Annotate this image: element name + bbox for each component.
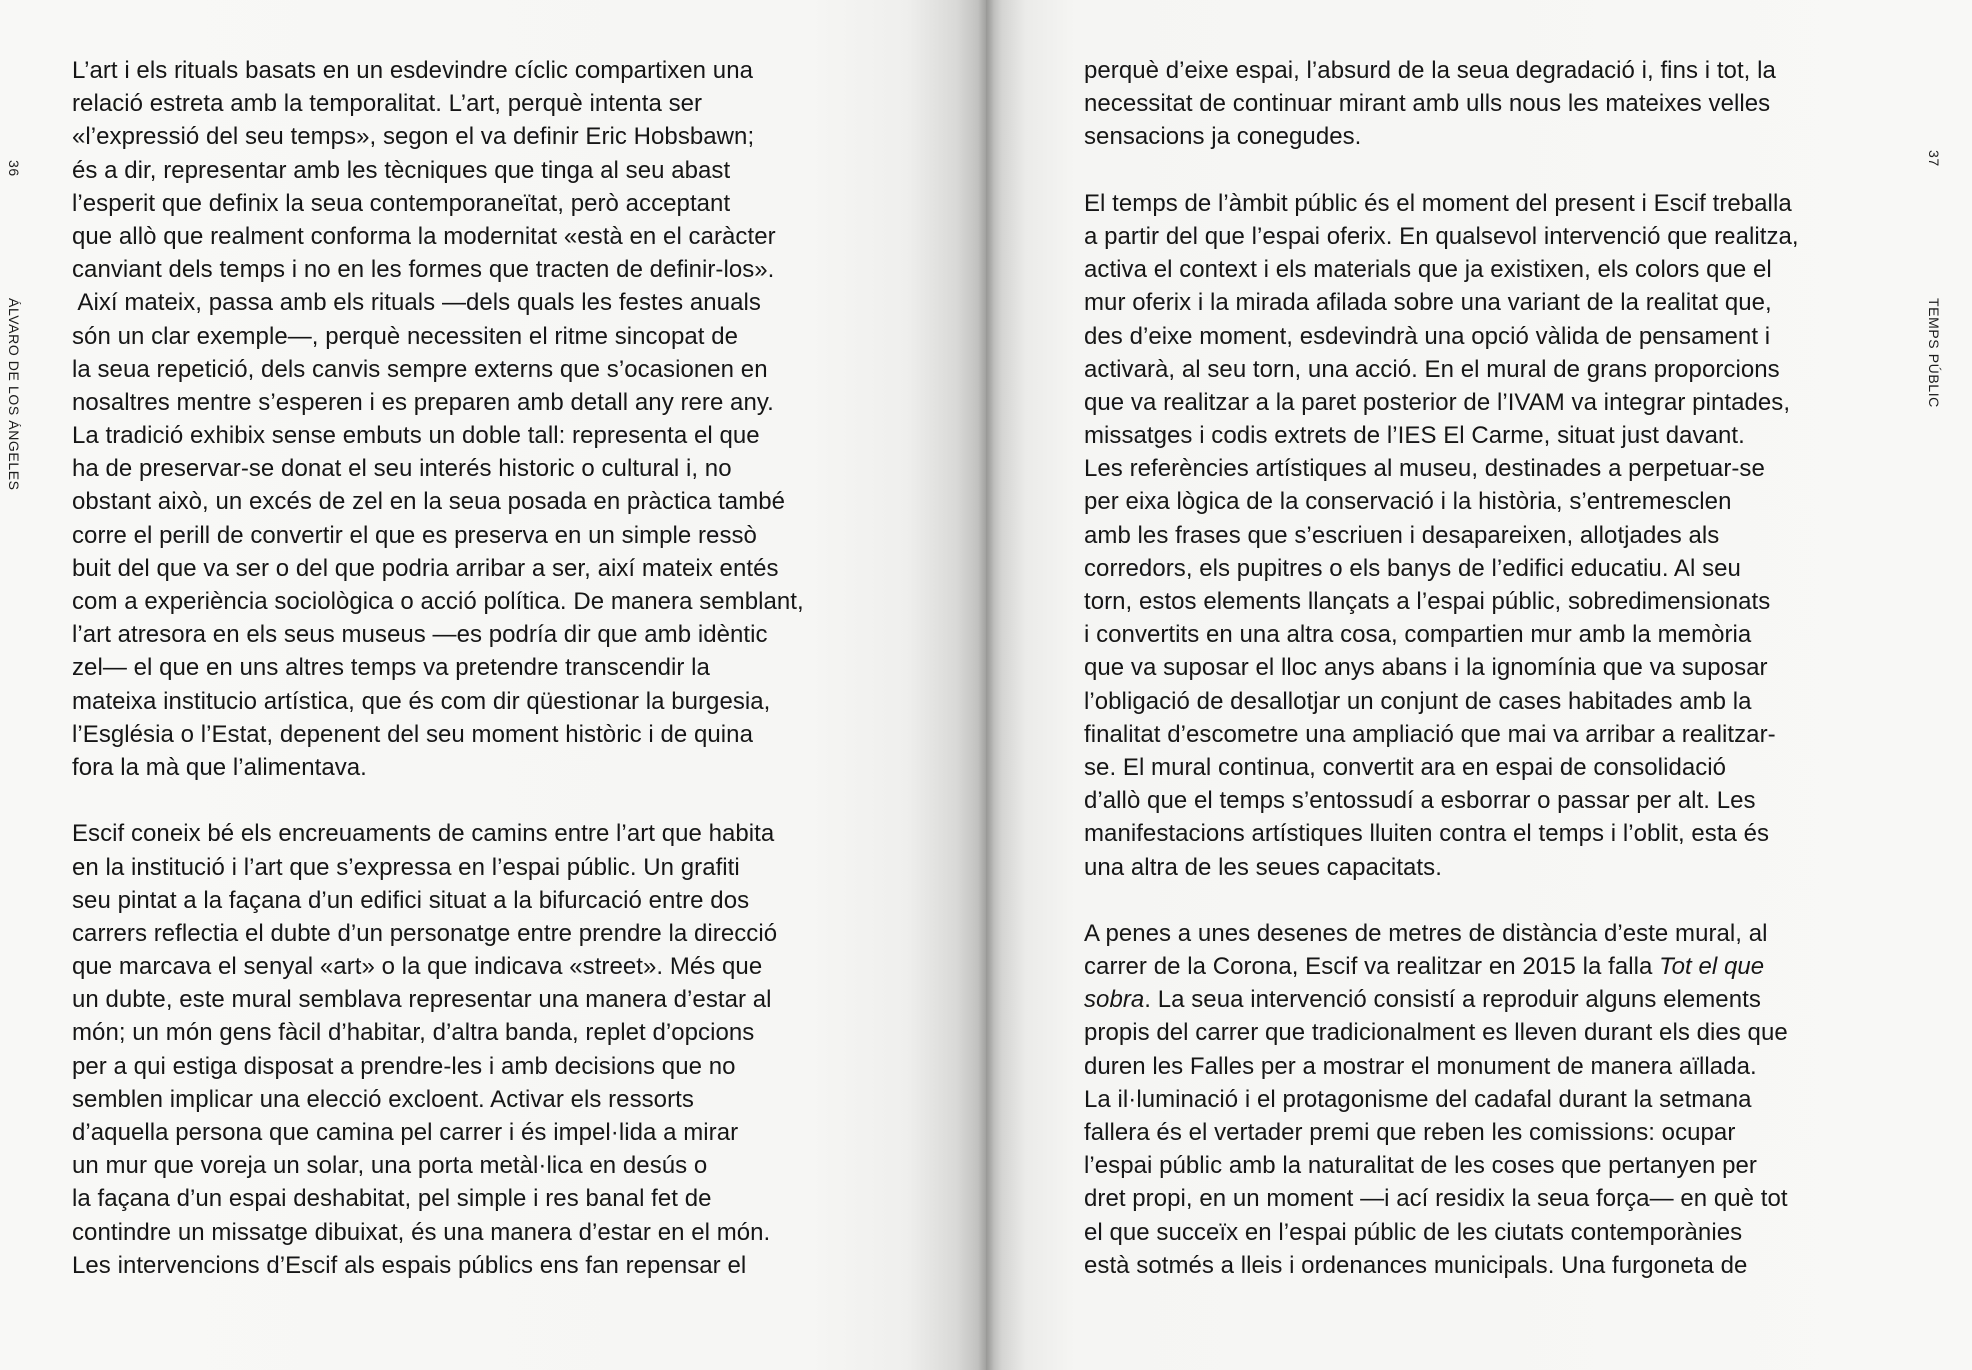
- text-line: per a qui estiga disposat a prendre-les i amb decisions que no: [72, 1052, 736, 1080]
- text-line: amb les frases que s’escriuen i desapareixen, allotjades als: [1084, 521, 1720, 549]
- paragraph-gap: [72, 784, 804, 817]
- text-line: perquè d’eixe espai, l’absurd de la seua degradació i, fins i tot, la: [1084, 57, 1776, 84]
- text-line: mateixa institucio artística, que és com dir qüestionar la burgesia,: [72, 687, 771, 715]
- text-line: necessitat de continuar mirant amb ulls nous les mateixes velles: [1084, 90, 1771, 118]
- text-line: per eixa lògica de la conservació i la història, s’entremesclen: [1084, 488, 1732, 516]
- text-line: que marcava el senyal «art» o la que indicava «street». Més que: [72, 953, 763, 981]
- text-line: l’art atresora en els seus museus —es podría dir que amb idèntic: [72, 621, 768, 649]
- paragraph-gap: [1084, 884, 1799, 917]
- text-segment: carrer de la Corona, Escif va realitzar en 2015 la falla: [1084, 953, 1660, 981]
- text-line: ha de preservar-se donat el seu interés historic o cultural i, no: [72, 455, 732, 483]
- text-line: activa el context i els materials que ja existixen, els colors que el: [1084, 256, 1772, 284]
- text-line: un mur que voreja un solar, una porta metàl·lica en desús o: [72, 1152, 708, 1180]
- text-line: Les referències artístiques al museu, destinades a perpetuar-se: [1084, 455, 1765, 483]
- paragraph-gap: [1084, 154, 1799, 187]
- right-page: [986, 0, 1972, 1370]
- text-line: fora la mà que l’alimentava.: [72, 753, 367, 781]
- text-line: fallera és el vertader premi que reben les comissions: ocupar: [1084, 1119, 1736, 1146]
- text-line: l’esperit que definix la seua contemporaneïtat, però acceptant: [72, 189, 731, 217]
- text-line: contindre un missatge dibuixat, és una manera d’estar en el món.: [72, 1218, 771, 1246]
- text-line: carrers reflectia el dubte d’un personatge entre prendre la direcció: [72, 919, 778, 947]
- text-line: nosaltres mentre s’esperen i es preparen amb detall any rere any.: [72, 388, 774, 416]
- text-line: finalitat d’escometre una ampliació que mai va arribar a realitzar-: [1084, 720, 1776, 748]
- text-line: un dubte, este mural semblava representar una manera d’estar al: [72, 986, 772, 1014]
- text-line: missatges i codis extrets de l’IES El Carme, situat just davant.: [1084, 422, 1745, 450]
- page-number: 37: [1926, 150, 1942, 167]
- text-line: és a dir, representar amb les tècniques que tinga al seu abast: [72, 156, 731, 184]
- text-line-with-title: [1084, 950, 1799, 983]
- text-line: «l’expressió del seu temps», segon el va definir Eric Hobsbawn;: [72, 123, 755, 151]
- text-line: duren les Falles per a mostrar el monument de manera aïllada.: [1084, 1052, 1757, 1080]
- text-line: manifestacions artístiques lluiten contra el temps i l’oblit, esta és: [1084, 820, 1770, 848]
- text-line-with-title: [1084, 983, 1799, 1016]
- text-line: que va realitzar a la paret posterior de l’IVAM va integrar pintades,: [1084, 388, 1791, 416]
- text-line: Escif coneix bé els encreuaments de camins entre l’art que habita: [72, 820, 775, 848]
- text-line: món; un món gens fàcil d’habitar, d’altra banda, replet d’opcions: [72, 1019, 755, 1047]
- text-line: obstant això, un excés de zel en la seua posada en pràctica també: [72, 488, 786, 516]
- text-line: corredors, els pupitres o els banys de l’edifici educatiu. Al seu: [1084, 554, 1741, 582]
- text-segment: . La seua intervenció consistí a reproduir alguns elements: [1144, 986, 1761, 1014]
- text-line: A penes a unes desenes de metres de distància d’este mural, al: [1084, 919, 1768, 947]
- text-line: d’aquella persona que camina pel carrer i és impel·lida a mirar: [72, 1119, 739, 1146]
- artwork-title: Tot el que: [1659, 953, 1765, 981]
- text-line: són un clar exemple—, perquè necessiten el ritme sincopat de: [72, 322, 739, 350]
- text-line: està sotmés a lleis i ordenances municipals. Una furgoneta de: [1084, 1251, 1748, 1279]
- text-line: com a experiència sociològica o acció política. De manera semblant,: [72, 588, 804, 615]
- text-line: el que succeïx en l’espai públic de les ciutats contemporànies: [1084, 1218, 1743, 1246]
- text-line: torn, estos elements llançats a l’espai públic, sobredimensionats: [1084, 588, 1771, 615]
- text-line: zel— el que en uns altres temps va pretendre transcendir la: [72, 654, 710, 682]
- text-line: l’obligació de desallotjar un conjunt de cases habitades amb la: [1084, 687, 1752, 715]
- text-line: Així mateix, passa amb els rituals —dels quals les festes anuals: [72, 289, 761, 317]
- text-line: la seua repetició, dels canvis sempre externs que s’ocasionen en: [72, 355, 768, 383]
- text-line: El temps de l’àmbit públic és el moment del present i Escif treballa: [1084, 189, 1792, 217]
- text-line: relació estreta amb la temporalitat. L’art, perquè intenta ser: [72, 90, 703, 118]
- body-text: [1084, 54, 1799, 1282]
- text-line: L’art i els rituals basats en un esdevindre cíclic compartixen una: [72, 57, 753, 84]
- text-line: La il·luminació i el protagonisme del cadafal durant la setmana: [1084, 1085, 1752, 1113]
- text-line: d’allò que el temps s’entossudí a esborrar o passar per alt. Les: [1084, 787, 1756, 815]
- text-line: buit del que va ser o del que podria arribar a ser, així mateix entés: [72, 554, 779, 582]
- text-line: La tradició exhibix sense embuts un doble tall: representa el que: [72, 422, 760, 450]
- text-line: la façana d’un espai deshabitat, pel simple i res banal fet de: [72, 1185, 712, 1213]
- text-line: Les intervencions d’Escif als espais públics ens fan repensar el: [72, 1251, 747, 1279]
- text-line: a partir del que l’espai oferix. En qualsevol intervenció que realitza,: [1084, 222, 1799, 250]
- artwork-title: sobra: [1084, 986, 1145, 1014]
- text-line: corre el perill de convertir el que es preserva en un simple ressò: [72, 521, 757, 549]
- text-line: i convertits en una altra cosa, compartien mur amb la memòria: [1084, 621, 1752, 649]
- text-line: activarà, al seu torn, una acció. En el mural de grans proporcions: [1084, 355, 1780, 383]
- text-line: que allò que realment conforma la modernitat «està en el caràcter: [72, 222, 776, 250]
- text-line: canviant dels temps i no en les formes que tracten de definir-los».: [72, 256, 775, 284]
- text-line: l’espai públic amb la naturalitat de les coses que pertanyen per: [1084, 1152, 1757, 1180]
- text-line: semblen implicar una elecció excloent. Activar els ressorts: [72, 1085, 694, 1113]
- text-line: mur oferix i la mirada afilada sobre una variant de la realitat que,: [1084, 289, 1772, 317]
- text-line: una altra de les seues capacitats.: [1084, 853, 1442, 881]
- body-text: [72, 54, 804, 1282]
- text-line: seu pintat a la façana d’un edifici situat a la bifurcació entre dos: [72, 886, 750, 914]
- text-line: propis del carrer que tradicionalment es lleven durant els dies que: [1084, 1019, 1788, 1047]
- text-line: que va suposar el lloc anys abans i la ignomínia que va suposar: [1084, 654, 1768, 682]
- page-number: 36: [6, 160, 22, 177]
- text-line: l’Església o l’Estat, depenent del seu moment històric i de quina: [72, 720, 753, 748]
- text-line: des d’eixe moment, esdevindrà una opció vàlida de pensament i: [1084, 322, 1771, 350]
- running-head-author: ÁLVARO DE LOS ÁNGELES: [6, 298, 22, 491]
- text-line: en la institució i l’art que s’expressa en l’espai públic. Un grafiti: [72, 853, 740, 881]
- text-line: sensacions ja conegudes.: [1084, 123, 1362, 151]
- running-head-title: TEMPS PÚBLIC: [1926, 298, 1942, 408]
- text-line: dret propi, en un moment —i ací residix la seua força— en què tot: [1084, 1185, 1788, 1213]
- text-line: se. El mural continua, convertit ara en espai de consolidació: [1084, 753, 1727, 781]
